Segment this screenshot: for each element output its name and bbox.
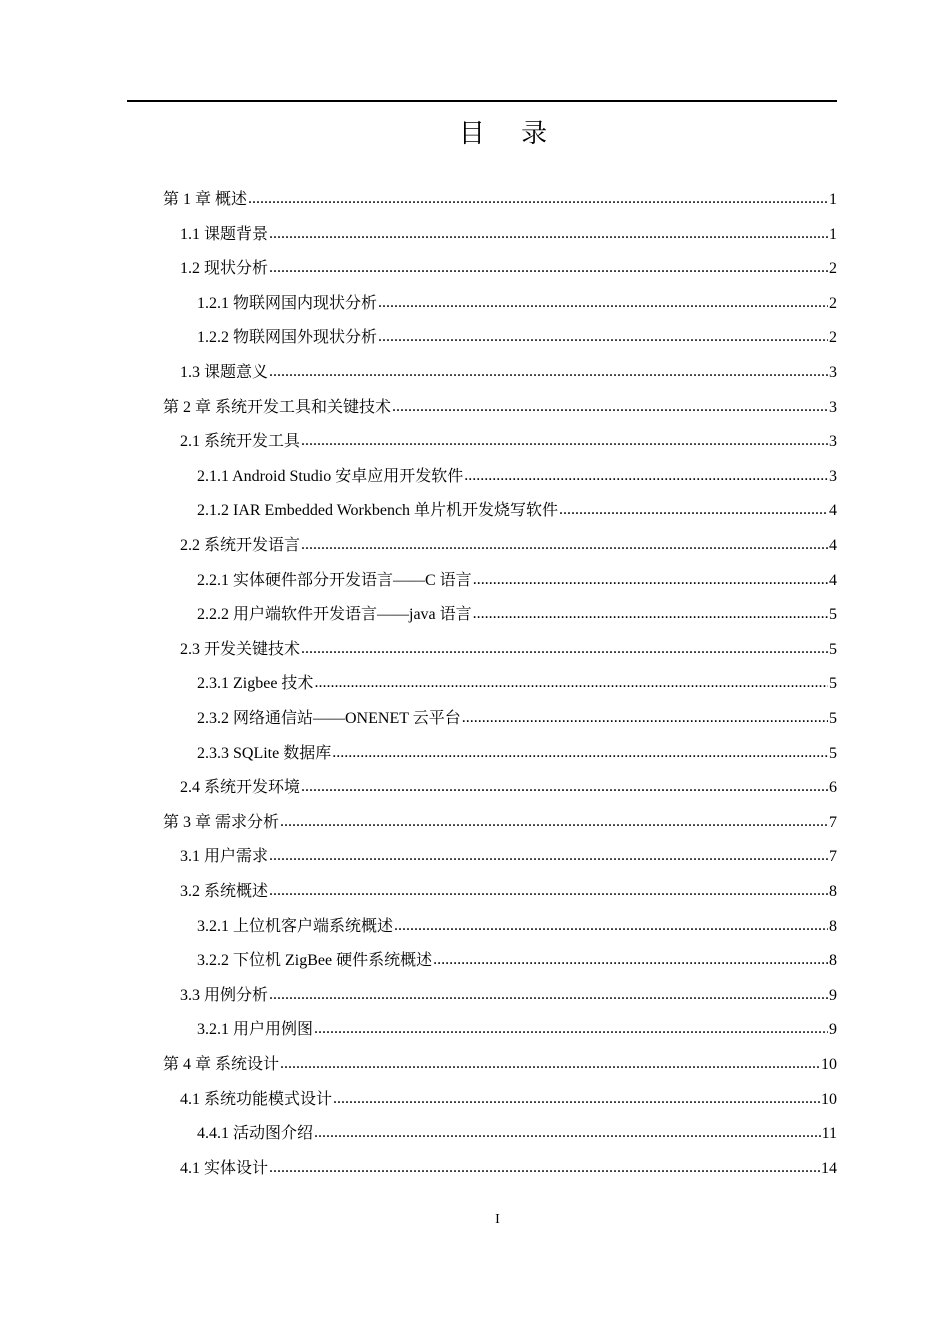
toc-dot-leader <box>269 1151 820 1185</box>
toc-entry-page: 2 <box>829 260 837 278</box>
toc-entry[interactable] <box>163 391 837 425</box>
toc-dot-leader <box>301 528 828 562</box>
toc-dot-leader <box>394 909 828 943</box>
toc-entry[interactable] <box>180 979 837 1013</box>
toc-entry[interactable] <box>197 598 837 632</box>
toc-entry-label: 2.2 系统开发语言 <box>180 537 301 554</box>
toc-entry-page: 3 <box>829 364 837 381</box>
toc-entry-page: 14 <box>821 1159 837 1177</box>
toc-entry-label: 2.3.1 Zigbee 技术 <box>197 675 314 693</box>
toc-entry-page: 6 <box>829 779 837 797</box>
toc-entry-label: 3.1 用户需求 <box>180 848 269 866</box>
toc-entry-page: 4 <box>829 502 837 520</box>
toc-dot-leader <box>248 182 828 216</box>
toc-entry[interactable] <box>180 840 837 874</box>
toc-dot-leader <box>378 320 828 354</box>
toc-entry-label: 1.2 现状分析 <box>180 260 269 278</box>
toc-entry-page: 11 <box>821 1125 837 1143</box>
toc-entry-label: 第 1 章 概述 <box>163 191 248 208</box>
toc-entry-label: 3.2 系统概述 <box>180 883 269 900</box>
toc-entry-page: 2 <box>829 294 837 312</box>
toc-entry[interactable] <box>163 1048 837 1082</box>
toc-dot-leader <box>314 666 828 700</box>
toc-entry-page: 3 <box>829 398 837 416</box>
header-rule <box>127 100 837 102</box>
toc-entry[interactable] <box>197 460 837 494</box>
toc-entry-page: 8 <box>829 917 837 935</box>
toc-entry-page: 7 <box>829 813 837 831</box>
toc-entry-label: 3.2.1 上位机客户端系统概述 <box>197 917 394 935</box>
toc-dot-leader <box>314 1116 821 1150</box>
toc-entry-label: 4.1 实体设计 <box>180 1159 269 1177</box>
toc-entry[interactable] <box>197 702 837 736</box>
toc-entry-label: 第 3 章 需求分析 <box>163 813 280 831</box>
toc-entry[interactable] <box>180 875 837 909</box>
toc-title: 目 录 <box>458 119 562 149</box>
toc-entry-label: 1.2.2 物联网国外现状分析 <box>197 329 378 347</box>
toc-entry[interactable] <box>180 1083 837 1117</box>
toc-dot-leader <box>269 251 828 285</box>
toc-entry[interactable] <box>197 564 837 598</box>
toc-dot-leader <box>332 736 828 770</box>
toc-entry[interactable] <box>197 494 837 528</box>
toc-entry-label: 第 2 章 系统开发工具和关键技术 <box>163 398 392 416</box>
toc-entry[interactable] <box>197 287 837 321</box>
toc-dot-leader <box>559 493 828 527</box>
toc-entry-page: 1 <box>829 225 837 243</box>
toc-entry-page: 10 <box>821 1090 837 1108</box>
toc-entry[interactable] <box>163 806 837 840</box>
toc-dot-leader <box>433 943 828 977</box>
toc-dot-leader <box>314 1012 828 1046</box>
toc-entry-label: 2.1 系统开发工具 <box>180 433 301 451</box>
toc-entry-label: 第 4 章 系统设计 <box>163 1056 280 1073</box>
toc-entry[interactable] <box>180 425 837 459</box>
toc-entry[interactable] <box>197 944 837 978</box>
toc-entry-label: 3.2.1 用户用例图 <box>197 1021 314 1039</box>
toc-entry-label: 2.3.3 SQLite 数据库 <box>197 744 332 762</box>
toc-dot-leader <box>301 632 828 666</box>
toc-entry[interactable] <box>180 1152 837 1186</box>
toc-entry-label: 1.2.1 物联网国内现状分析 <box>197 294 378 312</box>
toc-entry[interactable] <box>163 183 837 217</box>
toc-entry-page: 4 <box>829 537 837 554</box>
toc-entry[interactable] <box>197 910 837 944</box>
toc-entry-page: 5 <box>829 675 837 693</box>
toc-entry[interactable] <box>180 218 837 252</box>
toc-entry-page: 3 <box>829 433 837 451</box>
toc-entry-page: 8 <box>829 883 837 900</box>
toc-dot-leader <box>269 978 828 1012</box>
toc-entry-label: 3.3 用例分析 <box>180 986 269 1004</box>
toc-entry-label: 2.2.2 用户端软件开发语言——java 语言 <box>197 606 472 624</box>
toc-entry[interactable] <box>180 252 837 286</box>
toc-entry-page: 10 <box>821 1056 837 1073</box>
toc-dot-leader <box>280 1047 820 1081</box>
toc-entry[interactable] <box>180 633 837 667</box>
toc-dot-leader <box>378 286 828 320</box>
toc-entry-page: 8 <box>829 952 837 970</box>
page-number: I <box>495 1212 500 1227</box>
toc-entry-label: 1.3 课题意义 <box>180 364 269 381</box>
toc-dot-leader <box>392 390 828 424</box>
toc-entry-page: 9 <box>829 986 837 1004</box>
toc-dot-leader <box>269 839 828 873</box>
toc-dot-leader <box>301 424 828 458</box>
toc-entry-label: 2.2.1 实体硬件部分开发语言——C 语言 <box>197 571 472 589</box>
toc-dot-leader <box>333 1082 820 1116</box>
toc-entry[interactable] <box>197 1013 837 1047</box>
toc-entry-label: 2.3 开发关键技术 <box>180 640 301 658</box>
toc-dot-leader <box>301 770 828 804</box>
toc-entry-page: 1 <box>829 191 837 208</box>
toc-entry-page: 3 <box>829 467 837 485</box>
toc-entry-label: 2.4 系统开发环境 <box>180 779 301 797</box>
toc-entry-page: 5 <box>829 640 837 658</box>
toc-dot-leader <box>473 597 828 631</box>
toc-entry-label: 2.1.2 IAR Embedded Workbench 单片机开发烧写软件 <box>197 502 559 520</box>
toc-entry-page: 5 <box>829 606 837 624</box>
toc-entry[interactable] <box>197 321 837 355</box>
toc-dot-leader <box>269 355 828 389</box>
toc-entry-label: 1.1 课题背景 <box>180 225 269 243</box>
toc-entry[interactable] <box>197 737 837 771</box>
toc-entry-label: 2.3.2 网络通信站——ONENET 云平台 <box>197 710 461 727</box>
toc-entry-label: 2.1.1 Android Studio 安卓应用开发软件 <box>197 467 464 485</box>
toc-entry-label: 4.1 系统功能模式设计 <box>180 1090 333 1108</box>
toc-dot-leader <box>462 701 828 735</box>
toc-entry[interactable] <box>197 1117 837 1151</box>
toc-entry-label: 3.2.2 下位机 ZigBee 硬件系统概述 <box>197 952 433 970</box>
toc-dot-leader <box>269 874 828 908</box>
toc-dot-leader <box>269 217 828 251</box>
toc-entry[interactable] <box>180 529 837 563</box>
toc-entry[interactable] <box>180 771 837 805</box>
toc-entry[interactable] <box>180 356 837 390</box>
toc-entry-page: 7 <box>829 848 837 866</box>
toc-entry-page: 9 <box>829 1021 837 1039</box>
toc-dot-leader <box>280 805 828 839</box>
toc-entry-page: 5 <box>829 710 837 727</box>
toc-dot-leader <box>464 459 828 493</box>
toc-dot-leader <box>473 563 828 597</box>
toc-entry-page: 5 <box>829 744 837 762</box>
toc-entry-page: 4 <box>829 571 837 589</box>
toc-entry[interactable] <box>197 667 837 701</box>
toc-entry-label: 4.4.1 活动图介绍 <box>197 1125 314 1143</box>
toc-entry-page: 2 <box>829 329 837 347</box>
